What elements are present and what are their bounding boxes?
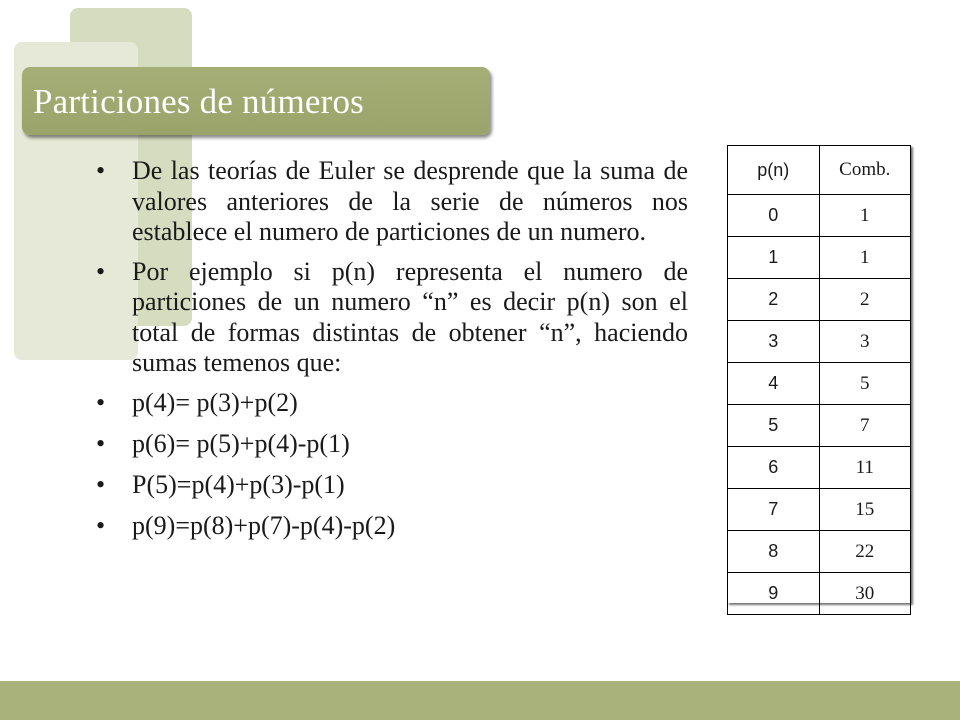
table-cell: 7 xyxy=(819,405,911,447)
table-header-row xyxy=(728,146,911,195)
table-header-cell: p(n) xyxy=(728,146,820,195)
table-row xyxy=(728,237,911,279)
bullet-item xyxy=(92,257,688,379)
table-cell: 0 xyxy=(728,195,820,237)
table-row xyxy=(728,321,911,363)
table-cell: 30 xyxy=(819,573,911,615)
table-cell: 15 xyxy=(819,489,911,531)
table-cell: 9 xyxy=(728,573,820,615)
partitions-table-container xyxy=(727,145,911,603)
table-row xyxy=(728,573,911,615)
table-cell: 6 xyxy=(728,447,820,489)
table-cell: 5 xyxy=(819,363,911,405)
bullet-text: p(9)=p(8)+p(7)-p(4)-p(2) xyxy=(132,510,396,540)
bullet-icon xyxy=(96,470,105,500)
table-cell: 1 xyxy=(819,237,911,279)
table-cell: 3 xyxy=(728,321,820,363)
bullet-icon xyxy=(96,156,105,187)
table-cell: 22 xyxy=(819,531,911,573)
table-cell: 11 xyxy=(819,447,911,489)
table-row xyxy=(728,195,911,237)
slide-title: Particiones de números xyxy=(33,82,364,121)
table-header-cell: Comb. xyxy=(819,146,911,195)
table-row xyxy=(728,489,911,531)
table-row xyxy=(728,447,911,489)
bullet-icon xyxy=(96,511,105,541)
table-cell: 1 xyxy=(728,237,820,279)
bullet-item xyxy=(92,429,692,459)
table-row xyxy=(728,279,911,321)
table-cell: 1 xyxy=(819,195,911,237)
table-cell: 2 xyxy=(819,279,911,321)
bullet-list xyxy=(92,156,692,552)
table-cell: 4 xyxy=(728,363,820,405)
bullet-item xyxy=(92,511,692,541)
table-cell: 5 xyxy=(728,405,820,447)
table-cell: 3 xyxy=(819,321,911,363)
bullet-text: De las teorías de Euler se desprende que la suma de valores anteriores de la serie de números nos establece el numero de particiones de un numero. xyxy=(132,156,688,246)
bullet-icon xyxy=(96,257,105,288)
table-row xyxy=(728,405,911,447)
bullet-item xyxy=(92,470,692,500)
bullet-icon xyxy=(96,388,105,418)
table-cell: 2 xyxy=(728,279,820,321)
bullet-item xyxy=(92,388,692,418)
bullet-icon xyxy=(96,429,105,459)
bullet-text: p(6)= p(5)+p(4)-p(1) xyxy=(132,428,350,458)
footer-bar xyxy=(0,681,960,720)
table-row xyxy=(728,531,911,573)
bullet-text: P(5)=p(4)+p(3)-p(1) xyxy=(132,469,345,499)
bullet-text: Por ejemplo si p(n) representa el numero de particiones de un numero “n” es decir p(n) son el total de formas distintas de obtener “n”, haciendo sumas temenos que: xyxy=(132,256,688,377)
bullet-text: p(4)= p(3)+p(2) xyxy=(132,387,298,417)
partitions-table xyxy=(727,145,911,615)
table-cell: 7 xyxy=(728,489,820,531)
bullet-item xyxy=(92,156,688,248)
table-row xyxy=(728,363,911,405)
table-cell: 8 xyxy=(728,531,820,573)
